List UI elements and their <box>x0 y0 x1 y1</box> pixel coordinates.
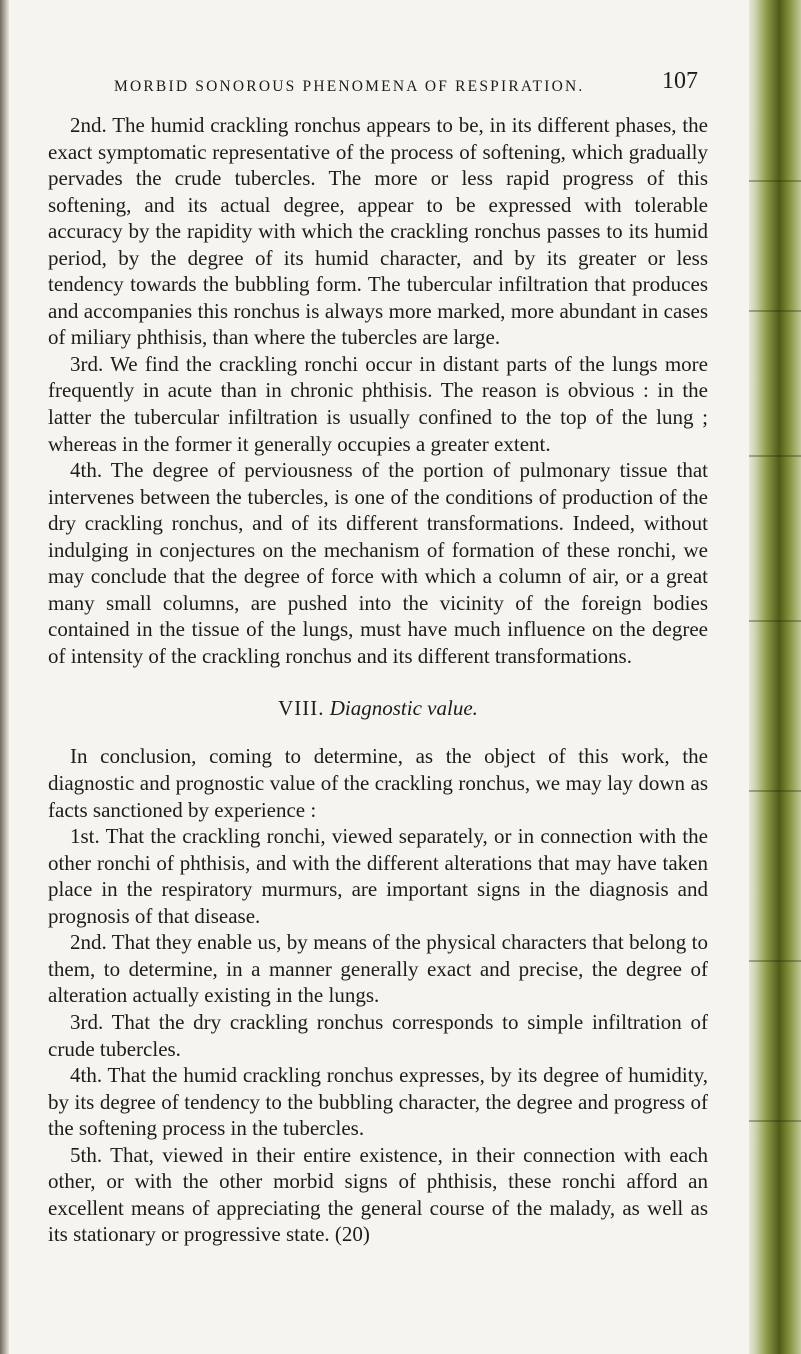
section-number: VIII. <box>278 696 325 721</box>
paragraph-conclusion: In conclusion, coming to determine, as the object of this work, the diagnostic and prognostic value of the crackling ronchus, we may lay down as facts sanctioned by experience : <box>48 744 708 822</box>
paragraph-3rd: 3rd. We find the crackling ronchi occur in distant parts of the lungs more frequently in acute than in chronic phthisis. The reason is obvious : in the latter the tubercular infiltration is usually confined to the top of the lung ; whereas in the former it generally occupies a greater extent. <box>48 351 708 456</box>
paragraph-fact-4: 4th. That the humid crackling ronchus expresses, by its degree of humidity, by its degree of tendency to the bubbling character, the degree and progress of the softening process in the tubercles. <box>48 1063 708 1141</box>
paragraph-fact-5: 5th. That, viewed in their entire existence, in their connection with each other, or with the other morbid signs of phthisis, these ronchi afford an excellent means of appreciating the general course of the malady, as well as its stationary or progressive state. (20) <box>48 1142 708 1247</box>
paragraph-fact-2: 2nd. That they enable us, by means of the physical characters that belong to them, to determine, in a manner generally exact and precise, the degree of alteration actually existing in the lungs. <box>48 930 708 1008</box>
paragraph-4th: 4th. The degree of perviousness of the portion of pulmonary tissue that intervenes between the tubercles, is one of the conditions of production of the dry crackling ronchus, and of its different transformations. Indeed, without indulging in conjectures on the mechanism of formation of these ronchi, we may conclude that the degree of force with which a column of air, or a great many small columns, are pushed into the vicinity of the foreign bodies contained in the tissue of the lungs, must have much influence on the degree of intensity of the crackling ronchus and its different transformations. <box>48 458 708 668</box>
book-gutter-edge <box>749 0 801 1354</box>
running-head-title: MORBID SONOROUS PHENOMENA OF RESPIRATION. <box>114 78 585 95</box>
page-number: 107 <box>662 68 698 94</box>
paragraph-2nd: 2nd. The humid crackling ronchus appears to be, in its different phases, the exact symptomatic representative of the process of softening, which gradually pervades the crude tubercles. The more or less rapid progress of this softening, and its actual degree, appear to be expressed with tolerable accuracy by the rapidity with which the crackling ronchus passes to its humid period, by the degree of its humid character, and by its greater or less tendency towards the bubbling form. The tubercular infiltration that produces and accompanies this ronchus is always more marked, more abundant in cases of miliary phthisis, than where the tubercles are large. <box>48 113 708 350</box>
running-head <box>48 66 708 106</box>
book-page <box>48 66 708 1248</box>
paragraph-fact-3: 3rd. That the dry crackling ronchus corresponds to simple infiltration of crude tubercles. <box>48 1009 708 1061</box>
body-text <box>48 112 708 1248</box>
section-heading <box>48 695 708 721</box>
paragraph-fact-1: 1st. That the crackling ronchi, viewed separately, or in connection with the other ronchi of phthisis, and with the different alterations that may have taken place in the respiratory murmurs, are important signs in the diagnosis and prognosis of that disease. <box>48 824 708 928</box>
page-binding-edge <box>0 0 9 1354</box>
section-title: Diagnostic value. <box>329 696 478 721</box>
